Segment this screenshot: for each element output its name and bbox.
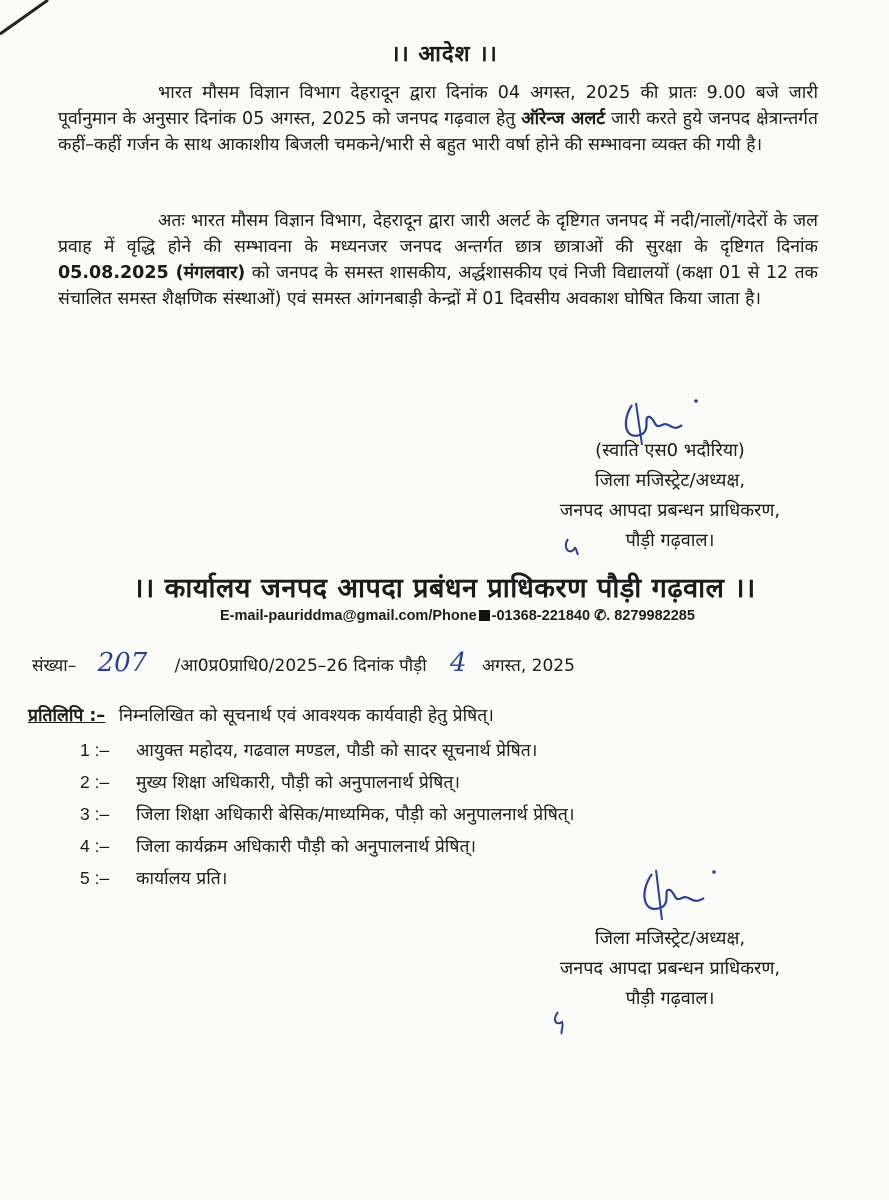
list-number: 3 :–	[80, 804, 110, 824]
signatory-authority: जनपद आपदा प्रबन्धन प्राधिकरण,	[559, 500, 781, 521]
para2-text: अतः भारत मौसम विज्ञान विभाग, देहरादून द्वारा जारी अलर्ट के दृष्टिगत जनपद में नदी/नालों/गदेरों के जल प्रवाह में वृद्धि होने की सम्भावना के मध्यनजर जनपद अन्तर्गत छात्र छात्राओं की सुरक्षा के दृष्टिगत दिनांक	[58, 211, 818, 257]
para2-end: को जनपद के समस्त शासकीय, अर्द्धशासकीय एवं निजी विद्यालयों (कक्षा 01 से 12 तक संचालित समस्त शैक्षणिक संस्थाओं) एवं समस्त आंगनबाड़ी केन्द्रों में 01 दिवसीय अवकाश घोषित किया जाता है।	[58, 263, 818, 309]
signatory-authority: जनपद आपदा प्रबन्धन प्राधिकरण,	[559, 958, 781, 979]
email-label: E-mail-pauriddma@gmail.com/Phone	[220, 608, 477, 624]
list-number: 5 :–	[80, 868, 110, 888]
signatory-name: (स्वाति एस0 भदौरिया)	[595, 440, 745, 461]
mobile-number: . 8279982285	[606, 608, 695, 624]
list-item	[80, 799, 840, 831]
initial-mark-1-icon	[560, 535, 584, 559]
reference-number: 207	[97, 648, 148, 678]
para1-end: जारी करते हुये जनपद क्षेत्रान्तर्गत कहीं–कहीं गर्जन के साथ आकाशीय बिजली चमकने/भारी से बहुत भारी वर्षा होने की सम्भावना व्यक्त की गयी है।	[58, 109, 818, 155]
corner-fold-mark	[0, 0, 60, 40]
para1-text: भारत मौसम विज्ञान विभाग देहरादून द्वारा दिनांक 04 अगस्त, 2025 की प्रातः 9.00 बजे जारी पूर्वानुमान के अनुसार दिनांक 05 अगस्त, 2025 को जनपद गढ़वाल हेतु	[58, 83, 818, 129]
order-title: ।। आदेश ।।	[391, 42, 498, 67]
list-number: 2 :–	[80, 772, 110, 792]
copy-intro: निम्नलिखित को सूचनार्थ एवं आवश्यक कार्यवाही हेतु प्रेषित्।	[118, 706, 494, 726]
list-text: कार्यालय प्रति।	[136, 869, 228, 889]
signatory-place: पौड़ी गढ़वाल।	[625, 988, 715, 1009]
contact-line	[220, 608, 780, 624]
list-item	[80, 831, 840, 863]
list-item	[80, 863, 840, 895]
list-number: 1 :–	[80, 740, 110, 760]
reference-code: /आ0प्र0प्राधि0/2025–26 दिनांक पौड़ी	[174, 656, 427, 676]
order-paragraph-2	[58, 208, 818, 312]
phone-icon	[479, 610, 490, 621]
list-number: 4 :–	[80, 836, 110, 856]
copy-heading	[28, 703, 848, 727]
reference-label: संख्या–	[32, 656, 77, 676]
mobile-icon: ✆	[594, 608, 607, 624]
signatory-designation: जिला मजिस्ट्रेट/अध्यक्ष,	[594, 470, 746, 491]
list-item	[80, 735, 840, 767]
list-text: जिला कार्यक्रम अधिकारी पौड़ी को अनुपालनार्थ प्रेषित्।	[136, 837, 477, 857]
office-title: ।। कार्यालय जनपद आपदा प्रबंधन प्राधिकरण पौड़ी गढ़वाल ।।	[133, 573, 756, 604]
signatory-designation: जिला मजिस्ट्रेट/अध्यक्ष,	[594, 928, 746, 949]
signature-block-2	[510, 924, 830, 1014]
signature-2-icon	[630, 862, 720, 932]
reference-day: 4	[450, 648, 467, 678]
initial-mark-2-icon	[548, 1008, 572, 1036]
holiday-date: 05.08.2025 (मंगलवार)	[58, 263, 246, 283]
copy-label: प्रतिलिपि :–	[28, 706, 106, 726]
copy-list	[80, 735, 840, 895]
order-paragraph-1	[58, 80, 818, 158]
reference-line	[32, 648, 852, 678]
list-text: मुख्य शिक्षा अधिकारी, पौड़ी को अनुपालनार्थ प्रेषित्।	[136, 773, 461, 793]
reference-month-year: अगस्त, 2025	[481, 656, 575, 676]
list-item	[80, 767, 840, 799]
phone-number: -01368-221840	[491, 608, 591, 624]
list-text: जिला शिक्षा अधिकारी बेसिक/माध्यमिक, पौड़ी को अनुपालनार्थ प्रेषित्।	[136, 805, 575, 825]
signatory-place: पौड़ी गढ़वाल।	[625, 530, 715, 551]
list-text: आयुक्त महोदय, गढवाल मण्डल, पौडी को सादर सूचनार्थ प्रेषित।	[136, 741, 538, 761]
orange-alert-text: ऑरेन्ज अलर्ट	[521, 109, 606, 129]
